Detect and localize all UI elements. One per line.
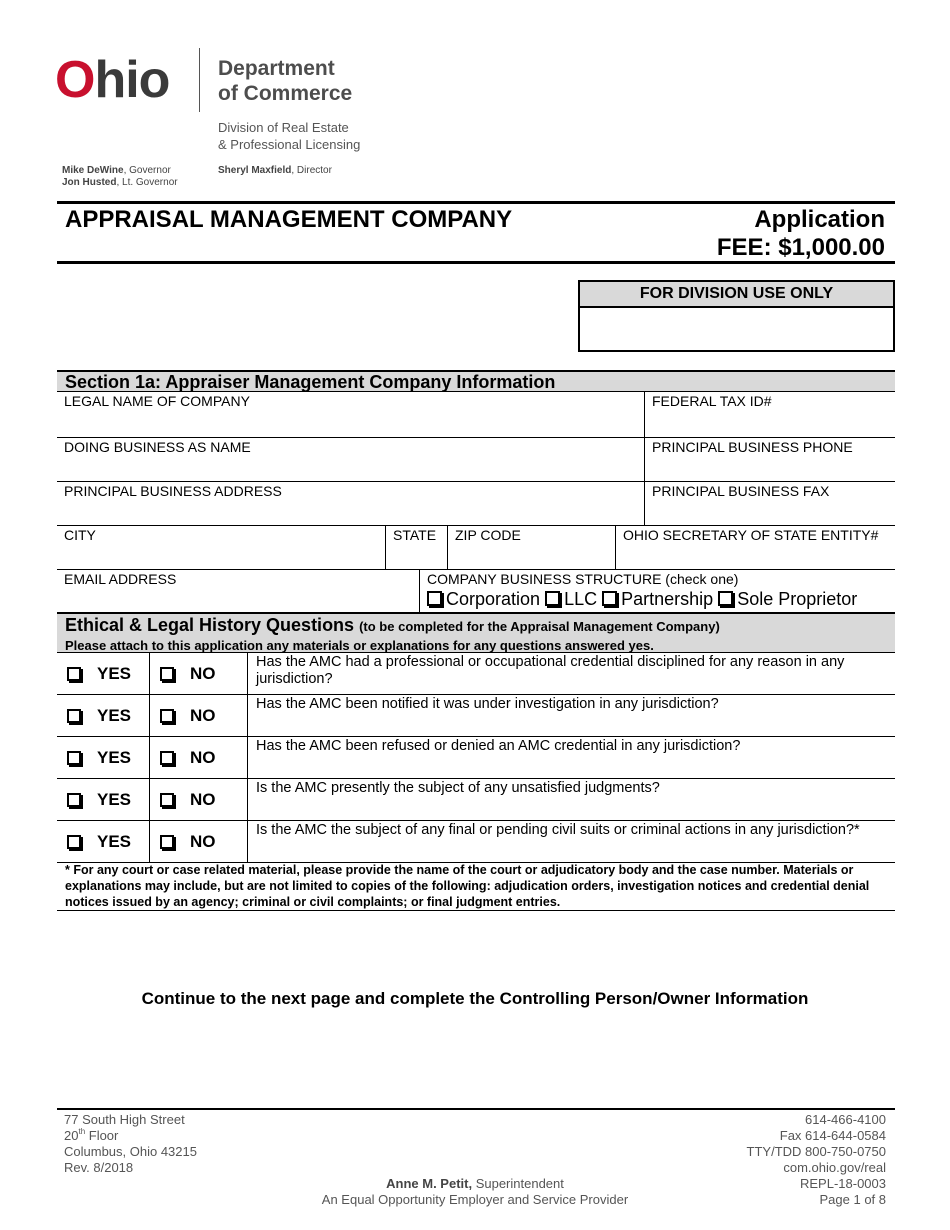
division-use-box [578, 280, 895, 352]
checkbox-partnership[interactable] [602, 591, 617, 606]
yes-checkbox[interactable] [67, 709, 81, 723]
sos-entity-field[interactable]: OHIO SECRETARY OF STATE ENTITY# [623, 527, 879, 543]
phone-field[interactable]: PRINCIPAL BUSINESS PHONE [652, 439, 853, 455]
question-text: Is the AMC presently the subject of any unsatisfied judgments? [247, 779, 895, 820]
footer-address: 77 South High Street 20th Floor Columbus, Ohio 43215 Rev. 8/2018 [64, 1112, 197, 1175]
checkbox-corporation[interactable] [427, 591, 442, 606]
yes-checkbox[interactable] [67, 793, 81, 807]
city-field[interactable]: CITY [64, 527, 96, 543]
legal-name-field[interactable]: LEGAL NAME OF COMPANY [64, 393, 250, 409]
governor-list: Mike DeWine, Governor Jon Husted, Lt. Governor [62, 165, 178, 188]
footer-superintendent: Anne M. Petit, Superintendent An Equal Opportunity Employer and Service Provider [321, 1176, 629, 1207]
address-field[interactable]: PRINCIPAL BUSINESS ADDRESS [64, 483, 282, 499]
email-field[interactable]: EMAIL ADDRESS [64, 571, 177, 587]
title-rule-bottom [57, 261, 895, 264]
footer-contact: 614-466-4100 Fax 614-644-0584 TTY/TDD 800-750-0750 com.ohio.gov/real REPL-18-0003 Page 1 of 8 [746, 1112, 886, 1207]
website-link[interactable]: com.ohio.gov/real [783, 1160, 886, 1175]
row-address [57, 482, 895, 526]
department-name: Department of Commerce [218, 57, 353, 105]
logo-o: O [55, 51, 95, 109]
state-field[interactable]: STATE [393, 527, 437, 543]
yes-checkbox[interactable] [67, 835, 81, 849]
question-row: YES NO Has the AMC been notified it was under investigation in any jurisdiction? [57, 695, 895, 737]
page-number: Page 1 of 8 [819, 1192, 886, 1207]
row-city [57, 526, 895, 570]
question-row: YES NO Is the AMC presently the subject of any unsatisfied judgments? [57, 779, 895, 821]
question-text: Has the AMC been refused or denied an AMC credential in any jurisdiction? [247, 737, 895, 778]
court-footnote: * For any court or case related material, please provide the name of the court or adjudicatory body and the case number. Materials or explanations may include, but are not limited to copies of the following: adjudication orders, investigation notices and credential denial notices issued by an agency; criminal or civil complaints; or final judgment entries. [57, 862, 895, 911]
dba-field[interactable]: DOING BUSINESS AS NAME [64, 439, 251, 455]
question-row: YES NO Has the AMC had a professional or occupational credential disciplined for any reason in any jurisdiction? [57, 653, 895, 695]
question-text: Is the AMC the subject of any final or pending civil suits or criminal actions in any jurisdiction?* [247, 821, 895, 862]
no-checkbox[interactable] [160, 793, 174, 807]
ohio-logo [55, 50, 169, 110]
no-checkbox[interactable] [160, 709, 174, 723]
question-row: YES NO Has the AMC been refused or denied an AMC credential in any jurisdiction? [57, 737, 895, 779]
row-email [57, 570, 895, 612]
section-1a-title: Section 1a: Appraiser Management Company Information [57, 370, 895, 392]
no-checkbox[interactable] [160, 751, 174, 765]
director: Sheryl Maxfield, Director [218, 165, 332, 176]
question-text: Has the AMC had a professional or occupational credential disciplined for any reason in any jurisdiction? [247, 653, 895, 694]
federal-tax-field[interactable]: FEDERAL TAX ID# [652, 393, 772, 409]
footer-rule [57, 1108, 895, 1110]
form-fee: Application FEE: $1,000.00 [716, 206, 885, 261]
logo-rest: hio [94, 51, 170, 109]
division-use-label: FOR DIVISION USE ONLY [580, 282, 893, 308]
checkbox-llc[interactable] [545, 591, 560, 606]
yes-checkbox[interactable] [67, 751, 81, 765]
division-name: Division of Real Estate & Professional Licensing [218, 120, 361, 152]
row-legal-name [57, 392, 895, 438]
question-row: YES NO Is the AMC the subject of any final or pending civil suits or criminal actions in any jurisdiction?* [57, 821, 895, 863]
continue-instruction: Continue to the next page and complete the Controlling Person/Owner Information [141, 989, 809, 1008]
zip-field[interactable]: ZIP CODE [455, 527, 521, 543]
row-dba [57, 438, 895, 482]
ethics-header: Ethical & Legal History Questions (to be completed for the Appraisal Management Company) Please attach to this application any materials or explanations for any questions answered yes. [57, 612, 895, 653]
fax-field[interactable]: PRINCIPAL BUSINESS FAX [652, 483, 830, 499]
title-rule-top [57, 201, 895, 204]
logo-divider [199, 48, 200, 112]
business-structure: COMPANY BUSINESS STRUCTURE (check one) Corporation LLC Partnership Sole Proprietor [427, 571, 858, 609]
yes-checkbox[interactable] [67, 667, 81, 681]
no-checkbox[interactable] [160, 667, 174, 681]
form-title: APPRAISAL MANAGEMENT COMPANY [65, 206, 513, 233]
question-text: Has the AMC been notified it was under investigation in any jurisdiction? [247, 695, 895, 736]
checkbox-sole-proprietor[interactable] [718, 591, 733, 606]
no-checkbox[interactable] [160, 835, 174, 849]
